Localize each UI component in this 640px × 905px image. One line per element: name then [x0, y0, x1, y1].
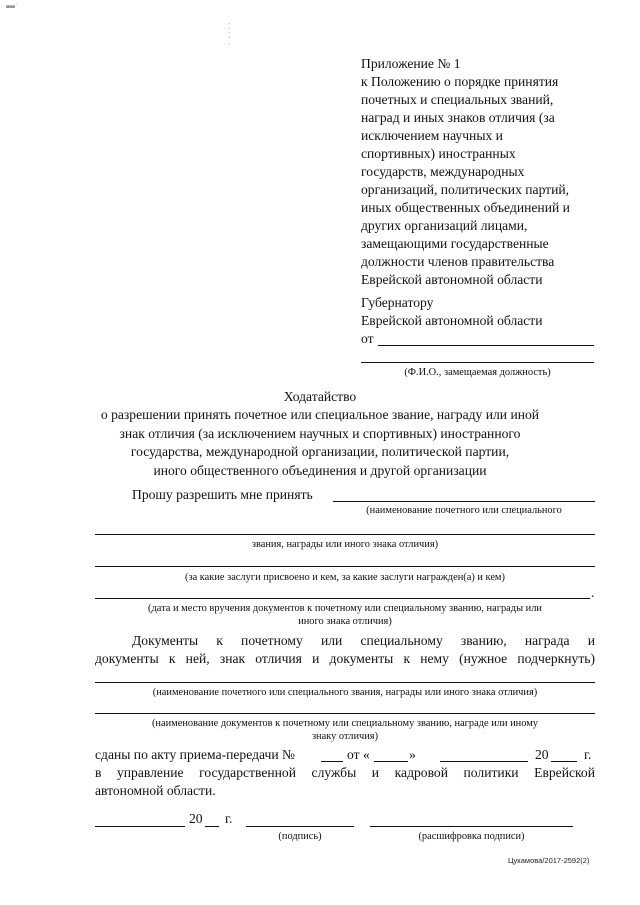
- act-year-field[interactable]: [551, 761, 577, 762]
- documents-line: документы к ней, знак отличия и документы к нему (нужное подчеркнуть): [95, 651, 595, 666]
- act-year-suffix: г.: [584, 747, 592, 762]
- award-name-field-continued[interactable]: [95, 534, 595, 535]
- appendix-line: иных общественных объединений и: [361, 200, 570, 215]
- appendix-line: других организаций лицами,: [361, 218, 528, 233]
- award-title-caption: (наименование почетного или специального звания, награды или иного знака отличия): [152, 687, 538, 698]
- act-prefix: сданы по акту приема-передачи №: [95, 747, 295, 762]
- documents-line: Документы к почетному или специальному званию, награда и: [132, 633, 595, 648]
- signature-decode-caption: (расшифровка подписи): [418, 831, 525, 842]
- subtitle-line: государства, международной организации, политической партии,: [130, 444, 510, 459]
- documents-caption: знаку отличия): [311, 731, 379, 742]
- request-label: Прошу разрешить мне принять: [132, 487, 313, 502]
- subtitle-line: иного общественного объединения и другой организации: [153, 462, 487, 478]
- signature-caption: (подпись): [278, 831, 322, 842]
- documents-caption: (наименование документов к почетному или специальному званию, награде или иному: [151, 718, 539, 729]
- sign-year-label: 20: [189, 811, 203, 826]
- award-name-field[interactable]: [333, 501, 595, 502]
- sign-year-field[interactable]: [205, 826, 219, 827]
- scan-mark: ▬ˑ: [6, 0, 18, 10]
- appendix-line: наград и иных знаков отличия (за: [361, 110, 555, 125]
- act-day-field[interactable]: [374, 761, 408, 762]
- addressee-region: Еврейской автономной области: [361, 313, 543, 328]
- appendix-line: почетных и специальных званий,: [361, 92, 554, 107]
- sign-year-suffix: г.: [225, 811, 233, 826]
- act-day-close: »: [409, 747, 416, 762]
- addressee-from-label: от: [361, 331, 374, 346]
- appendix-line: спортивных) иностранных: [361, 146, 516, 161]
- appendix-line: государств, международных: [361, 164, 525, 179]
- appendix-line: исключением научных и: [361, 128, 503, 143]
- addressee-caption: (Ф.И.О., замещаемая должность): [404, 367, 551, 378]
- appendix-line: замещающими государственные: [361, 236, 549, 251]
- footer-code: Цукамова/2017-2592(2): [508, 856, 590, 865]
- appendix-line: должности членов правительства: [361, 254, 555, 269]
- from-name-field[interactable]: [378, 345, 594, 346]
- transfer-paragraph: [95, 764, 595, 800]
- document-subtitle: [0, 406, 640, 480]
- appendix-block: [361, 55, 570, 289]
- act-month-field[interactable]: [440, 761, 528, 762]
- signature-decode-field[interactable]: [370, 826, 573, 827]
- appendix-line: Еврейской автономной области: [361, 272, 543, 287]
- merits-caption: (за какие заслуги присвоено и кем, за какие заслуги награжден(а) и кем): [185, 572, 505, 583]
- sign-date-field[interactable]: [95, 826, 185, 827]
- date-place-caption: (дата и место вручения документов к почетному или специальному званию, награды или: [148, 603, 542, 614]
- award-name-caption: (наименование почетного или специального: [366, 505, 562, 516]
- appendix-line: организаций, политических партий,: [361, 182, 570, 197]
- appendix-line: к Положению о порядке принятия: [361, 74, 559, 89]
- award-name-caption-continued: звания, награды или иного знака отличия): [251, 539, 439, 550]
- appendix-title: Приложение № 1: [361, 56, 461, 71]
- date-place-caption: иного знака отличия): [298, 616, 392, 627]
- subtitle-line: о разрешении принять почетное или специальное звание, награду или иной: [100, 407, 540, 422]
- merits-field[interactable]: [95, 566, 595, 567]
- scan-mark: ⁚ ⁚ ·: [228, 22, 231, 49]
- signature-field[interactable]: [246, 826, 354, 827]
- position-field[interactable]: [361, 362, 594, 363]
- award-title-field[interactable]: [95, 682, 595, 683]
- transfer-line: в управление государственной службы и кадровой политики Еврейской: [95, 765, 595, 780]
- documents-field[interactable]: [95, 713, 595, 714]
- subtitle-line: знак отличия (за исключением научных и спортивных) иностранного: [119, 425, 521, 441]
- addressee-title: Губернатору: [361, 295, 434, 310]
- document-heading: Ходатайство: [283, 389, 357, 404]
- act-year-label: 20: [535, 747, 549, 762]
- date-place-dot: .: [591, 585, 595, 600]
- transfer-line: автономной области.: [95, 783, 216, 798]
- act-number-field[interactable]: [321, 761, 343, 762]
- documents-paragraph: [95, 632, 595, 668]
- date-place-field[interactable]: [95, 598, 590, 599]
- act-from-label: от «: [347, 747, 370, 762]
